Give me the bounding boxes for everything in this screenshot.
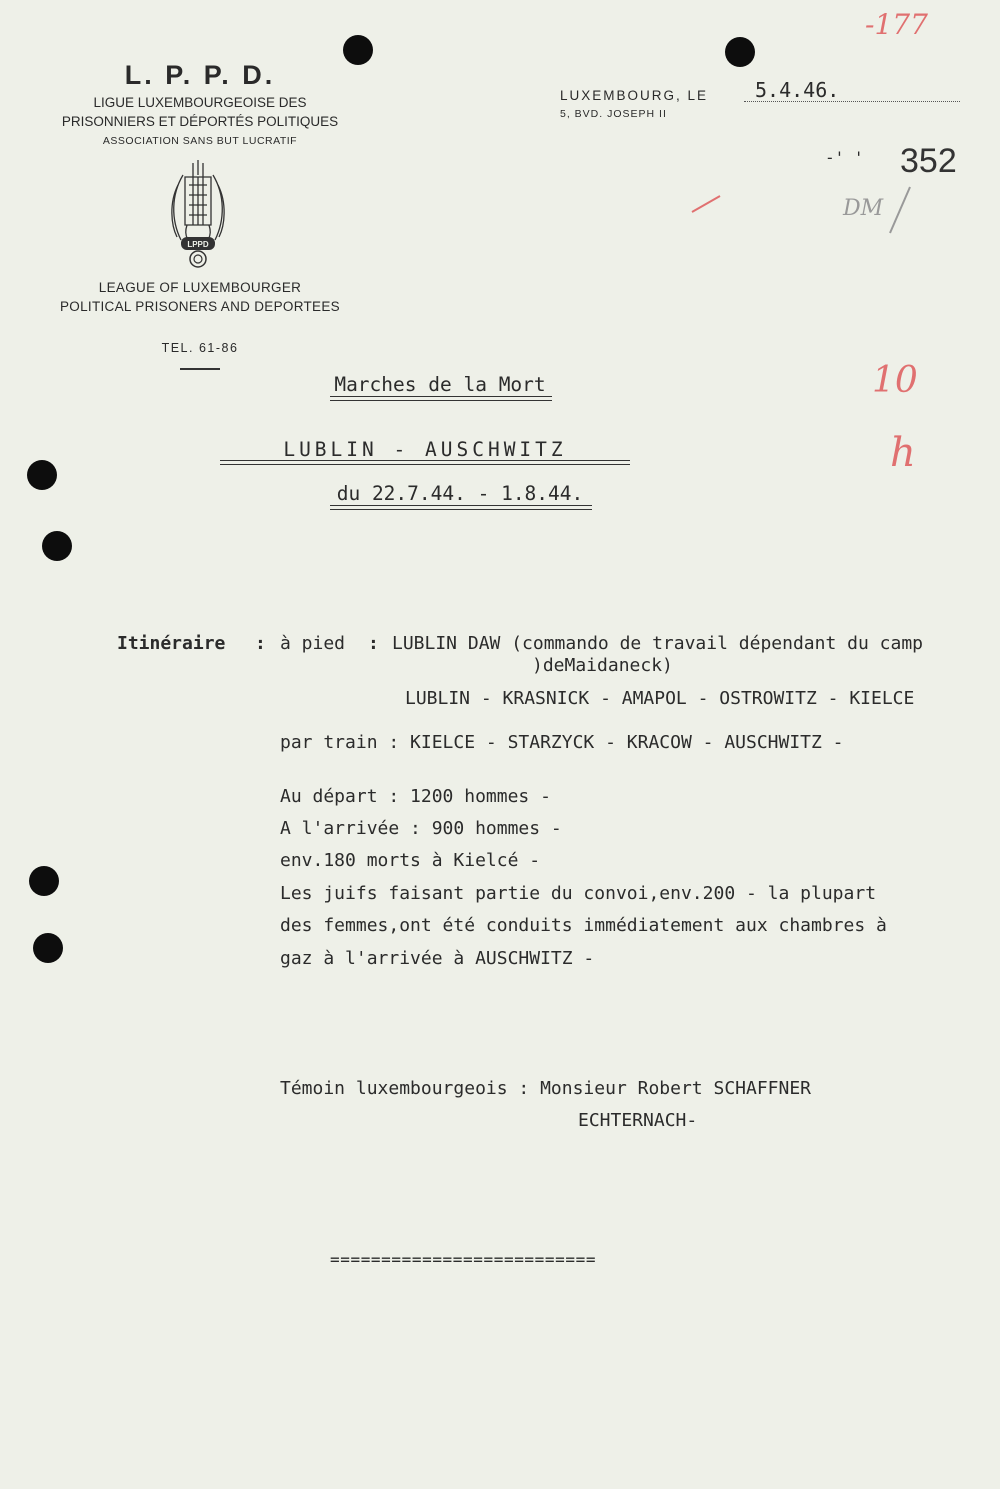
title-line-1-underline (330, 396, 552, 401)
title-line-2: LUBLIN - AUSCHWITZ (283, 438, 567, 461)
train-route: par train : KIELCE - STARZYCK - KRACOW - AUSCHWITZ - (280, 732, 844, 753)
reference-number: 352 (900, 142, 957, 180)
punch-hole (29, 866, 59, 896)
top-right-annotation: -177 (865, 8, 928, 41)
witness-location: ECHTERNACH- (578, 1110, 698, 1131)
closing-separator: ========================== (330, 1250, 597, 1269)
letterhead-acronym: L. P. P. D. (124, 60, 276, 90)
letterhead-divider (180, 368, 220, 370)
on-foot-label: à pied (280, 633, 346, 654)
on-foot-text-2: )deMaidaneck) (532, 655, 673, 676)
letterhead-association: ASSOCIATION SANS BUT LUCRATIF (102, 135, 298, 147)
title-line-2-underline (220, 460, 630, 465)
red-mark (690, 192, 722, 216)
title-line-3: du 22.7.44. - 1.8.44. (336, 482, 584, 505)
city-label: LUXEMBOURG, LE (560, 88, 709, 103)
jews-line-3: gaz à l'arrivée à AUSCHWITZ - (280, 948, 595, 969)
on-foot-colon: : (368, 633, 379, 654)
jews-line-2: des femmes,ont été conduits immédiatement aux chambres à (280, 915, 887, 936)
itinerary-label: Itinéraire (117, 633, 226, 654)
arrival-count: A l'arrivée : 900 hommes - (280, 818, 562, 839)
letterhead-name-fr-1: LIGUE LUXEMBOURGEOISE DES (93, 95, 307, 110)
letter-date: 5.4.46. (755, 78, 840, 102)
departure-count: Au départ : 1200 hommes - (280, 786, 551, 807)
punch-hole (33, 933, 63, 963)
letterhead-name-en-2: POLITICAL PRISONERS AND DEPORTEES (60, 299, 340, 314)
lppd-logo (163, 155, 233, 275)
on-foot-text: LUBLIN DAW (commando de travail dépendant du camp (392, 633, 924, 654)
letterhead-name-fr-2: PRISONNIERS ET DÉPORTÉS POLITIQUES (61, 114, 339, 129)
punch-hole (42, 531, 72, 561)
witness-line: Témoin luxembourgeois : Monsieur Robert SCHAFFNER (280, 1078, 812, 1099)
jews-line-1: Les juifs faisant partie du convoi,env.200 - la plupart (280, 883, 877, 904)
initials-slash (885, 185, 915, 235)
title-line-3-underline (330, 505, 592, 510)
deaths-count: env.180 morts à Kielcé - (280, 850, 541, 871)
title-line-1: Marches de la Mort (334, 373, 546, 396)
letterhead-name-en-1: LEAGUE OF LUXEMBOURGER (98, 280, 302, 295)
initials-annotation: DM (843, 196, 884, 221)
punch-hole (343, 35, 373, 65)
itinerary-colon: : (255, 633, 266, 654)
address: 5, BVD. JOSEPH II (560, 108, 667, 120)
route-on-foot: LUBLIN - KRASNICK - AMAPOL - OSTROWITZ - KIELCE (405, 688, 915, 709)
letterhead-tel: TEL. 61-86 (161, 341, 239, 355)
logo-text: LPPD (187, 240, 209, 249)
margin-annotation-2: h (890, 430, 916, 476)
punch-hole (725, 37, 755, 67)
reference-prefix: -' ' (825, 148, 864, 167)
punch-hole (27, 460, 57, 490)
margin-annotation-1: 10 (872, 360, 918, 401)
